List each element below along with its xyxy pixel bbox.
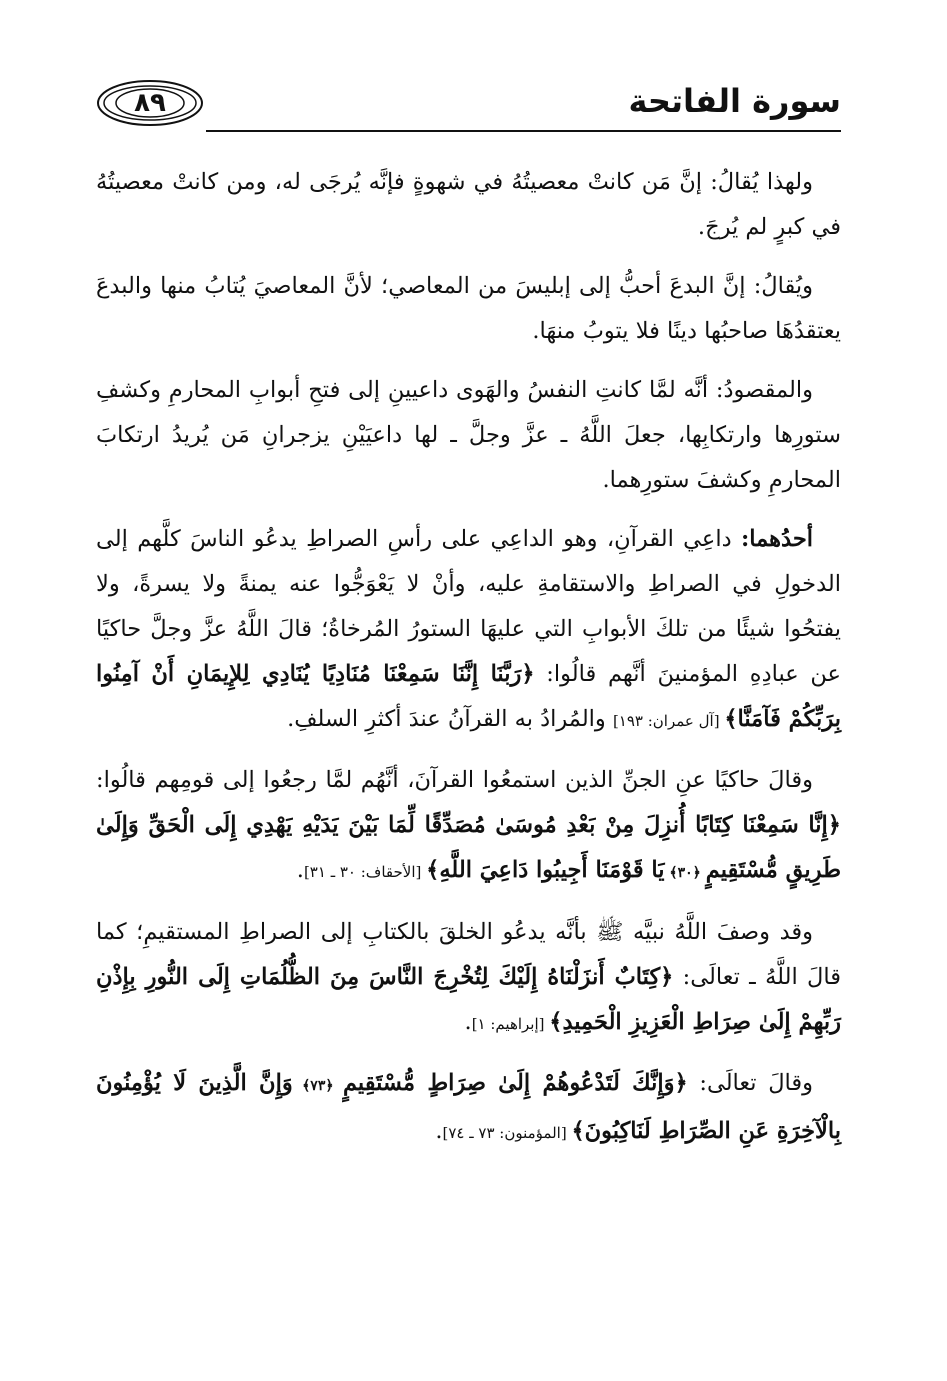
paragraph-text: وقالَ تعالَى: <box>687 1070 814 1096</box>
paragraph-5 <box>96 758 841 896</box>
paragraph-text: والمقصودُ: أنَّه لمَّا كانتِ النفسُ والهَوى داعيينِ إلى فتحِ أبوابِ المحارمِ وكشفِ ستورِها وارتكابِها، جعلَ اللَّهُ ـ عزَّ وجلَّ ـ لها داعيَيْنِ يزجرانِ مَن يُريدُ ارتكابَ المحارمِ وكشفَ ستورِهما. <box>96 377 841 493</box>
quran-verse: ﴿إِنَّا سَمِعْنَا كِتَابًا أُنزِلَ مِنْ بَعْدِ مُوسَىٰ مُصَدِّقًا لِّمَا بَيْنَ يَدَيْهِ يَهْدِي إِلَى الْحَقِّ وَإِلَىٰ طَرِيقٍ مُّسْتَقِيمٍ <box>96 812 841 883</box>
paragraph-4 <box>96 517 841 744</box>
ayah-number: ﴿٧٣﴾ <box>292 1078 343 1094</box>
verse-reference: [آل عمران: ١٩٣] <box>612 712 725 730</box>
paragraph-tail: والمُرادُ به القرآنُ عندَ أكثرِ السلفِ. <box>287 706 613 732</box>
paragraph-6 <box>96 910 841 1047</box>
quran-verse-continued: يَا قَوْمَنَا أَجِيبُوا دَاعِيَ اللَّهِ﴾ <box>426 857 665 883</box>
header-divider <box>206 130 841 132</box>
paragraph-3 <box>96 368 841 503</box>
paragraph-text: ويُقالُ: إنَّ البدعَ أحبُّ إلى إبليسَ من المعاصي؛ لأنَّ المعاصيَ يُتابُ منها والبدعَ يعتقدُهَا صاحبُها دينًا فلا يتوبُ منهَا. <box>96 273 841 344</box>
paragraph-text: وقالَ حاكيًا عنِ الجنِّ الذين استمعُوا القرآنَ، أنَّهُم لمَّا رجعُوا إلى قومِهم قالُوا: <box>96 767 813 793</box>
verse-reference: [إبراهيم: ١] <box>471 1015 550 1033</box>
paragraph-text: وقد وصفَ اللَّهُ نبيَّه ﷺ بأنَّه يدعُو الخلقَ بالكتابِ إلى الصراطِ المستقيمِ؛ كما قالَ اللَّهُ ـ تعالَى: <box>96 919 842 990</box>
page-number-badge <box>96 78 204 128</box>
ayah-number: ﴿٣٠﴾ <box>664 865 706 881</box>
quran-verse-continued: وَإِنَّ الَّذِينَ لَا يُؤْمِنُونَ بِالْآخِرَةِ عَنِ الصِّرَاطِ لَنَاكِبُونَ﴾ <box>96 1070 841 1144</box>
page-number: ٨٩ <box>134 88 166 118</box>
page-header <box>96 78 841 138</box>
paragraph-text: ولهذا يُقالُ: إنَّ مَن كانتْ معصيتُهُ في شهوةٍ فإنَّه يُرجَى له، ومن كانتْ معصيتُهُ في كبرٍ لم يُرجَ. <box>96 169 841 240</box>
quran-verse: ﴿رَبَّنَا إِنَّنَا سَمِعْنَا مُنَادِيًا يُنَادِي لِلإِيمَانِ أَنْ آمِنُوا بِرَبِّكُمْ فَآمَنَّا﴾ <box>96 661 841 732</box>
paragraph-tail: . <box>435 1118 443 1144</box>
paragraph-2 <box>96 264 841 354</box>
page-body <box>96 160 841 1170</box>
verse-reference: [المؤمنون: ٧٣ ـ ٧٤] <box>442 1124 572 1142</box>
paragraph-7 <box>96 1061 841 1156</box>
quran-verse: ﴿وَإِنَّكَ لَتَدْعُوهُمْ إِلَىٰ صِرَاطٍ مُّسْتَقِيمٍ <box>342 1070 688 1096</box>
paragraph-1 <box>96 160 841 250</box>
verse-reference: [الأحقاف: ٣٠ ـ ٣١] <box>303 863 427 881</box>
paragraph-lead: أحدُهما: <box>740 526 813 552</box>
paragraph-text: داعِي القرآنِ، وهو الداعِي على رأسِ الصراطِ يدعُو الناسَ كلَّهم إلى الدخولِ في الصراطِ والاستقامةِ عليه، وأنْ لا يَعْوَجُّوا عنه يمنةً ولا يسرةً، ولا يفتحُوا شيئًا من تلكَ الأبوابِ التي عليهَا الستورُ المُرخاةُ؛ قالَ اللَّهُ عزَّ وجلَّ حاكيًا عن عبادِهِ المؤمنينَ أنَّهم قالُوا: <box>96 526 841 687</box>
paragraph-tail: . <box>296 857 304 883</box>
quran-verse: ﴿كِتَابٌ أَنزَلْنَاهُ إِلَيْكَ لِتُخْرِجَ النَّاسَ مِنَ الظُّلُمَاتِ إِلَى النُّورِ بِإِذْنِ رَبِّهِمْ إِلَىٰ صِرَاطِ الْعَزِيزِ الْحَمِيدِ﴾ <box>96 964 841 1035</box>
paragraph-tail: . <box>464 1009 472 1035</box>
surah-title: سورة الفاتحة <box>628 82 841 120</box>
